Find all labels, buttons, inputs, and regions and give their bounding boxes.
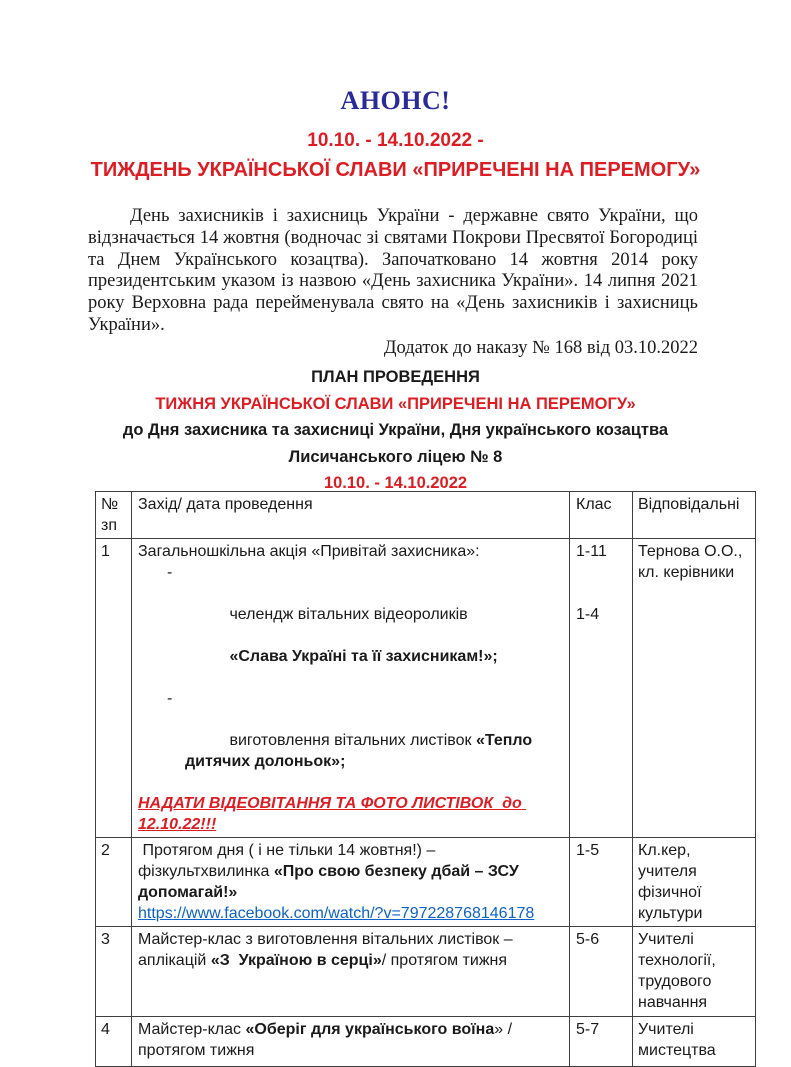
date-subtitle: 10.10. - 14.10.2022 - (307, 130, 484, 151)
activity-intro: Загальношкільна акція «Привітай захисника»: (138, 543, 480, 560)
table-header-row (96, 492, 756, 539)
responsible-cell: Учителі технології, трудового навчання (633, 927, 756, 1017)
activity-cell: Майстер-клас «Оберіг для українського воїна» / протягом тижня (132, 1017, 570, 1067)
table-row-4 (96, 1017, 756, 1067)
plan-title: ПЛАН ПРОВЕДЕННЯ (311, 368, 480, 386)
activity-cell (132, 539, 570, 838)
class-cell: 1-5 (570, 838, 633, 927)
row-number: 4 (96, 1017, 132, 1067)
col-header-num: № зп (96, 492, 132, 539)
deadline-note: НАДАТИ ВІДЕОВІТАННЯ ТА ФОТО ЛИСТІВОК до 12.10.22!!! (138, 795, 527, 833)
col-header-class: Клас (570, 492, 633, 539)
doc-title: АНОНС! (340, 86, 451, 115)
responsible-cell: Тернова О.О., кл. керівники (633, 539, 756, 838)
table-row-3 (96, 927, 756, 1017)
intro-paragraph: День захисників і захисниць України - державне свято України, що відзначається 14 жовтня (водночас зі святами Покрови Пресвятої Богородиці та Днем Українського козацтва). Започатковано 14 жовтня 2014 року президентським указом із назвою «День захисника України». 14 липня 2021 року Верховна рада перейменувала свято на «День захисників і захисниць України». (88, 206, 698, 335)
schedule-table (95, 491, 756, 1067)
activity-bullet: - виготовлення вітальних листівок «Тепло дитячих долоньок»; (167, 690, 537, 770)
plan-heading-block (44, 367, 747, 500)
activity-cell: Майстер-клас з виготовлення вітальних листівок – аплікацій «З Україною в серці»/ протягом тижня (132, 927, 570, 1017)
plan-dates: 10.10. - 14.10.2022 (323, 474, 468, 492)
class-cell: 5-7 (570, 1017, 633, 1067)
class-cell: 5-6 (570, 927, 633, 1017)
row-number: 1 (96, 539, 132, 838)
col-header-activity: Захід/ дата проведення (132, 492, 570, 539)
col-header-responsible: Відповідальні (633, 492, 756, 539)
annex-note: Додаток до наказу № 168 від 03.10.2022 (383, 338, 698, 358)
table-row-1 (96, 539, 756, 838)
class-cell: 1-11 1-4 (570, 539, 633, 838)
activity-bullet: - челендж вітальних відеороликів «Слава Україні та її захисникам!»; (167, 564, 498, 665)
row-number: 3 (96, 927, 132, 1017)
plan-week-title: ТИЖНЯ УКРАЇНСЬКОЇ СЛАВИ «ПРИРЕЧЕНІ НА ПЕРЕМОГУ» (155, 394, 636, 413)
table-row-2 (96, 838, 756, 927)
row-number: 2 (96, 838, 132, 927)
facebook-link[interactable]: https://www.facebook.com/watch/?v=797228768146178 (138, 905, 535, 922)
week-subtitle: ТИЖДЕНЬ УКРАЇНСЬКОЇ СЛАВИ «ПРИРЕЧЕНІ НА ПЕРЕМОГУ» (90, 159, 701, 181)
activity-cell: Протягом дня ( і не тільки 14 жовтня!) – фізкультхвилинка «Про свою безпеку дбай – ЗСУ допомагай!» https://www.facebook.com/watch/?v=797228768146178 (132, 838, 570, 927)
plan-dedication: до Дня захисника та захисниці України, Дня українського козацтва (122, 421, 669, 439)
bullet-dash: - (167, 690, 173, 707)
responsible-cell: Учителі мистецтва (633, 1017, 756, 1067)
responsible-cell: Кл.кер, учителя фізичної культури (633, 838, 756, 927)
bullet-dash: - (167, 564, 173, 581)
plan-school: Лисичанського ліцею № 8 (288, 447, 503, 466)
